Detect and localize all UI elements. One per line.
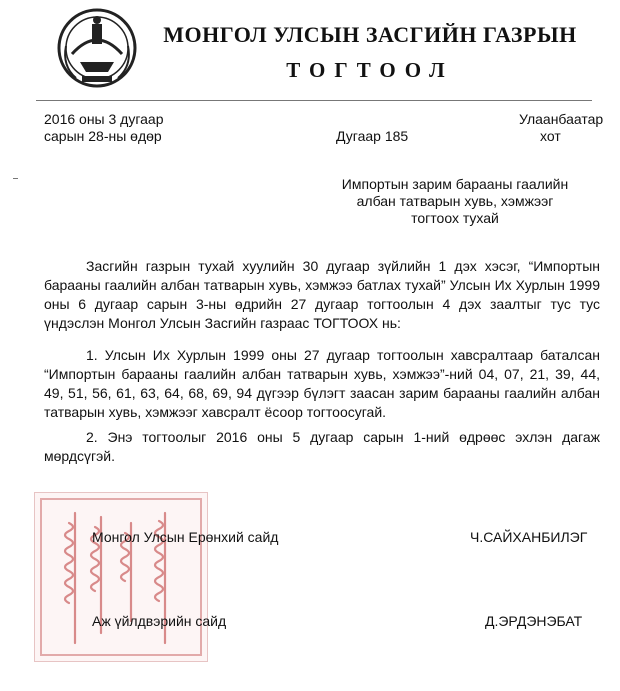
signatory-1-name: Ч.САЙХАНБИЛЭГ [470,529,588,545]
signatory-1-title: Монгол Улсын Ерөнхий сайд [92,529,279,545]
paragraph-item-2-text: 2. Энэ тогтоолыг 2016 оны 5 дугаар сарын 1-ний өдрөөс эхлэн дагаж мөрдсүгэй. [44,429,600,464]
date-line-2: сарын 28-ны өдөр [44,128,162,144]
paragraph-item-1-text: 1. Улсын Их Хурлын 1999 оны 27 дугаар тогтоолын хавсралтаар баталсан “Импортын барааны гаалийн албан татварын хувь, хэмжээ”-ний 04, 07, 21, 39, 44, 49, 51, 56, 61, 63, 64, 68, 69, 94 дүгээр бүлэгт заасан зарим барааны гаалийн албан татварын хувь, хэмжээг хавсралт ёсоор тогтоосугай. [44,347,600,420]
signatory-2-title: Аж үйлдвэрийн сайд [92,613,227,629]
margin-mark [13,178,18,179]
document-title: МОНГОЛ УЛСЫН ЗАСГИЙН ГАЗРЫН [163,22,577,47]
header-divider [36,100,592,101]
decree-subject [330,176,580,227]
mongolian-script-stamp [34,492,208,662]
decree-number: Дугаар 185 [336,128,409,144]
city-line-1: Улаанбаатар [519,111,604,127]
subject-line-1: Импортын зарим барааны гаалийн [341,176,569,192]
date-line-1: 2016 оны 3 дугаар [44,111,164,127]
paragraph-item-2 [44,428,600,466]
city-line-2: хот [540,128,561,144]
paragraph-preamble-text: Засгийн газрын тухай хуулийн 30 дугаар зүйлийн 1 дэх хэсэг, “Импортын барааны гаалийн албан татварын хувь, хэмжээ батлах тухай” Улсын Их Хурлын 1999 оны 6 дугаар сарын 3-ны өдрийн 27 дугаар тогтоолын 4 дэх заалтыг тус тус үндэслэн Монгол Улсын Засгийн газраас ТОГТООХ нь: [44,258,600,331]
state-emblem-icon [52,6,142,90]
paragraph-preamble [44,257,600,333]
signatory-2-name: Д.ЭРДЭНЭБАТ [485,613,583,629]
subject-line-3: тогтоох тухай [411,210,499,226]
paragraph-item-1 [44,346,600,422]
document-subtitle: ТОГТООЛ [286,58,454,82]
subject-line-2: албан татварын хувь, хэмжээг [356,193,554,209]
